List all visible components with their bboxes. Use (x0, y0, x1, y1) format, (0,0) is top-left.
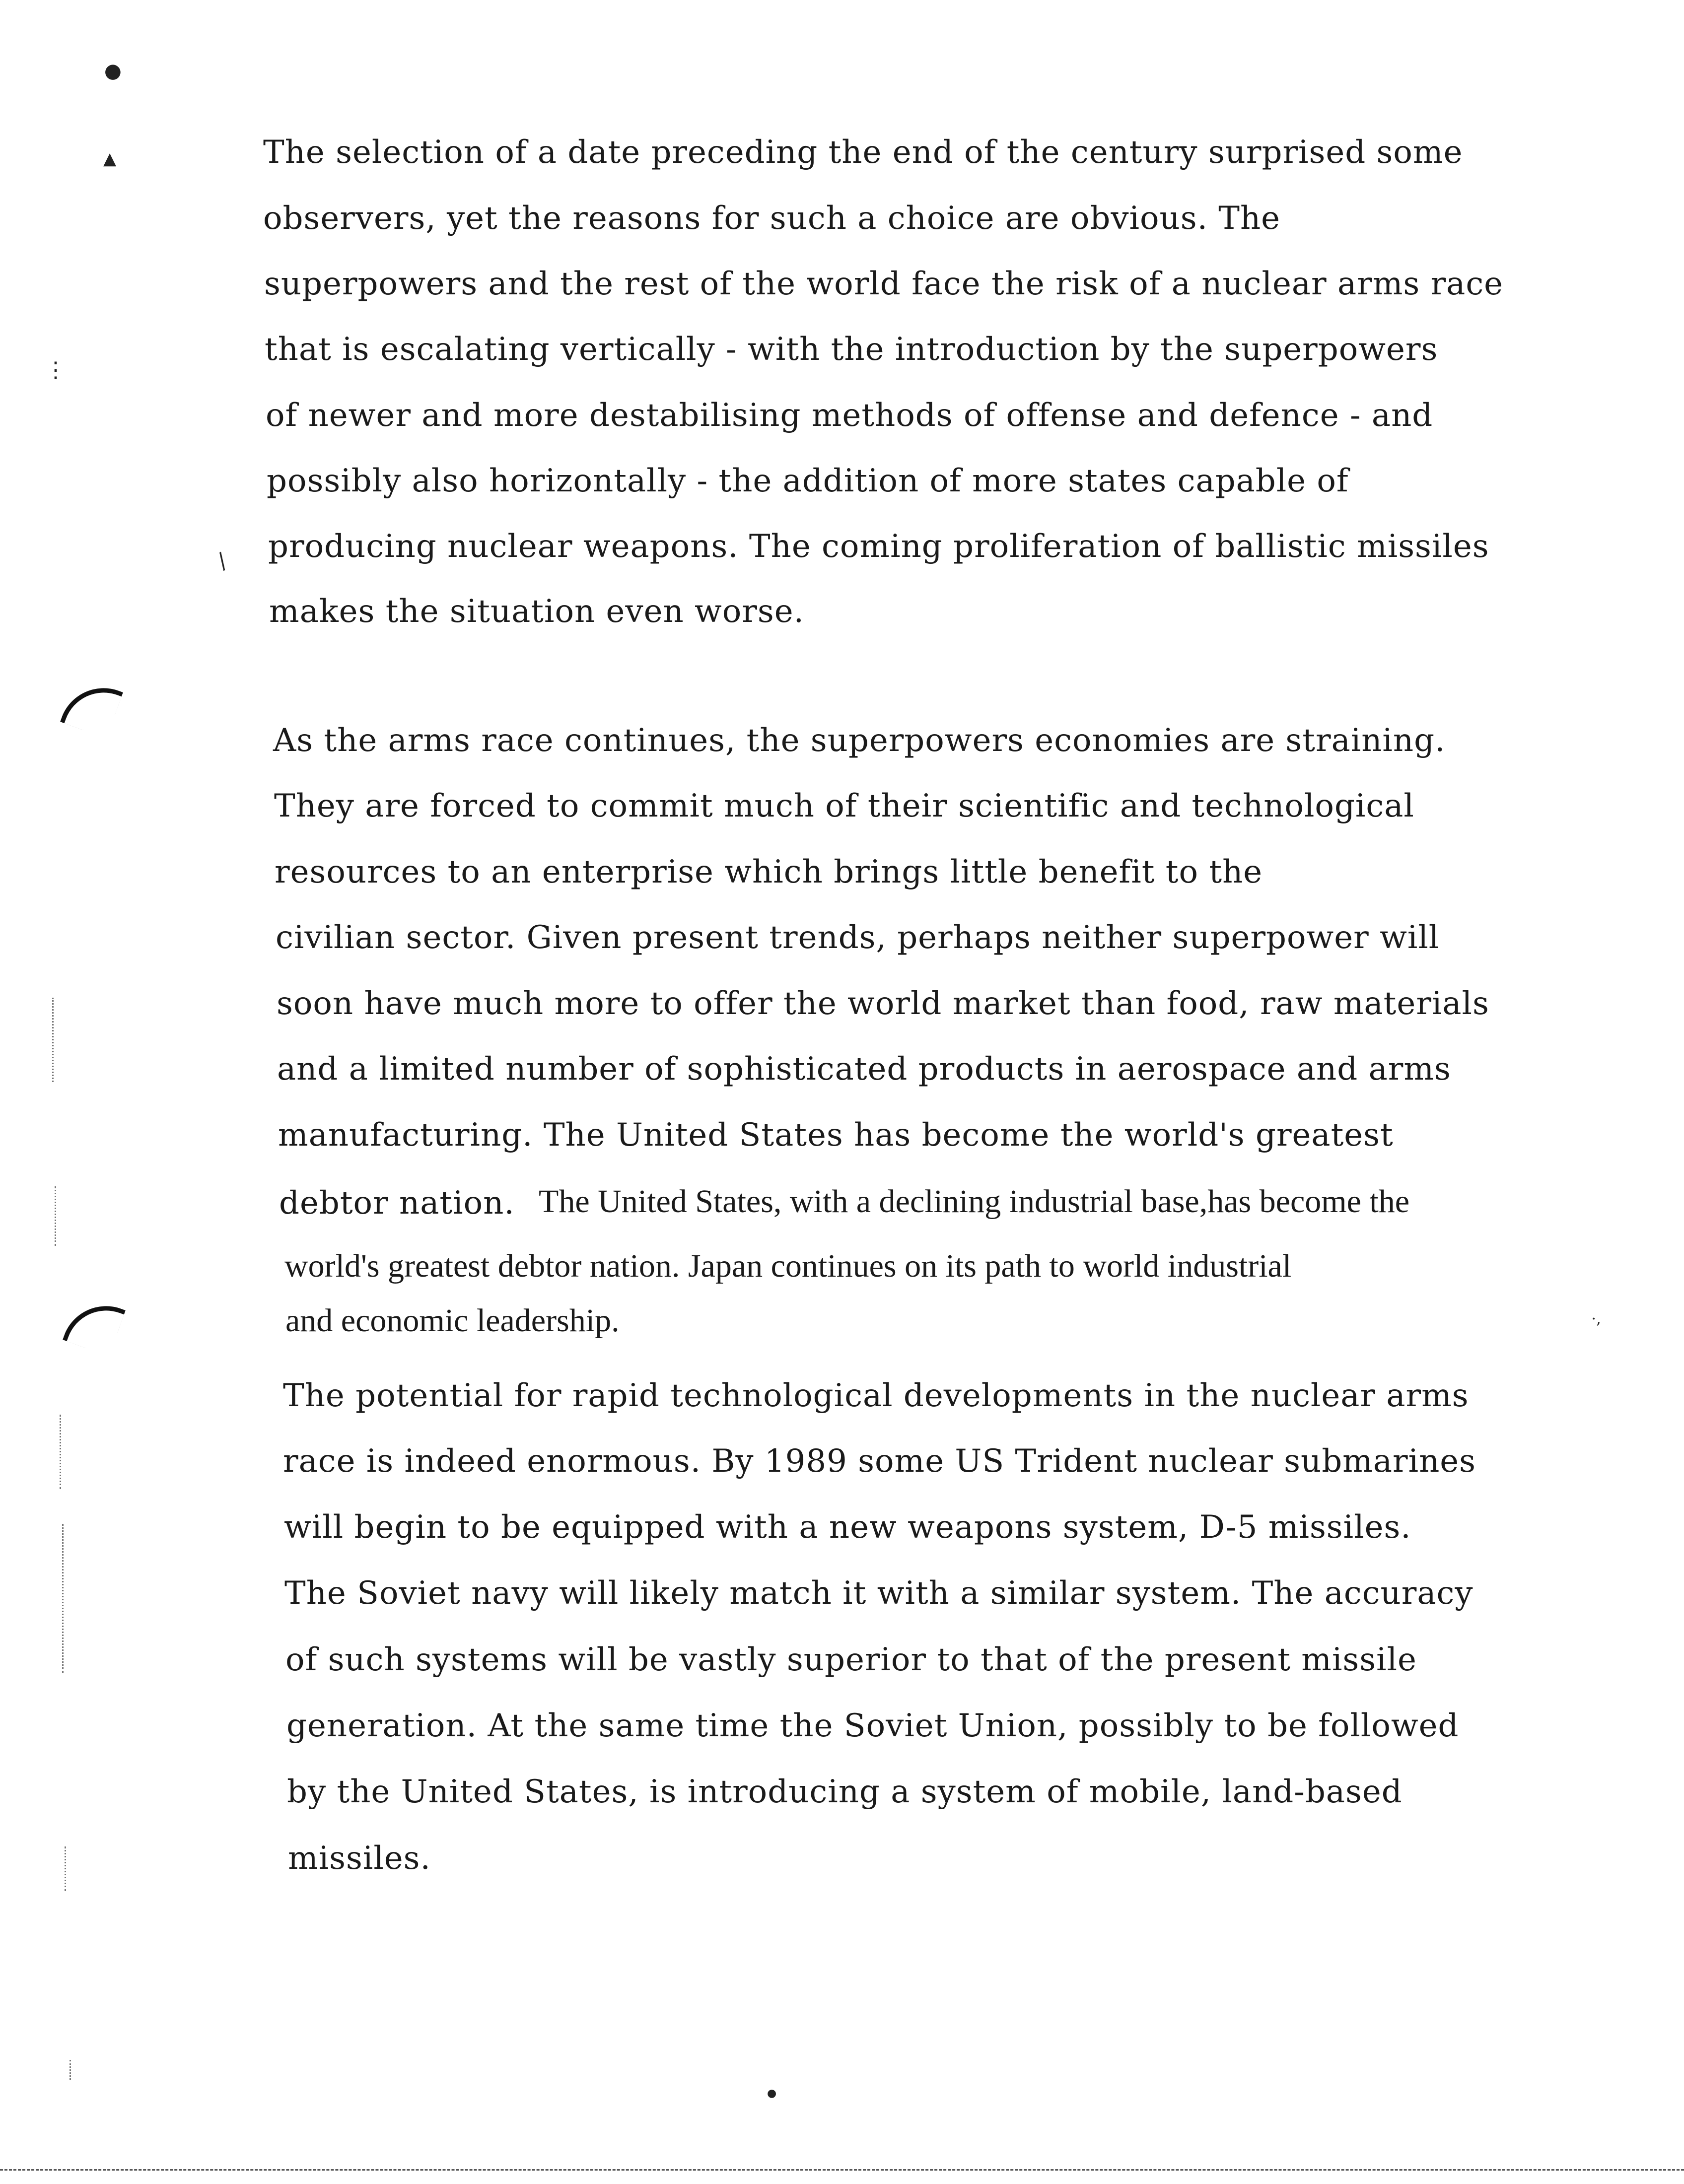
text-line: manufacturing. The United States has become the world's greatest (278, 1117, 1394, 1154)
text-line: resources to an enterprise which brings little benefit to the (275, 854, 1263, 890)
text-line: of such systems will be vastly superior to that of the present missile (285, 1641, 1417, 1678)
bottom-scan-edge (0, 2169, 1684, 2172)
text-line: The selection of a date preceding the end of the century surprised some (263, 134, 1463, 171)
punch-hole-arc (60, 676, 123, 739)
text-line: generation. At the same time the Soviet Union, possibly to be followed (286, 1707, 1459, 1744)
text-line: The Soviet navy will likely match it with a similar system. The accuracy (284, 1575, 1474, 1612)
scan-streak (60, 1415, 63, 1489)
typed-insert-line: and economic leadership. (285, 1302, 620, 1339)
text-line: will begin to be equipped with a new weapons system, D-5 missiles. (284, 1509, 1411, 1546)
typed-insert-line: world's greatest debtor nation. Japan continues on its path to world industrial (284, 1248, 1292, 1284)
scan-streak (55, 1186, 58, 1246)
text-line: They are forced to commit much of their scientific and technological (274, 788, 1414, 824)
text-line: race is indeed enormous. By 1989 some US Trident nuclear submarines (283, 1443, 1476, 1480)
text-line: debtor nation. (279, 1185, 515, 1222)
text-line: missiles. (288, 1840, 431, 1877)
scan-streak (65, 1846, 68, 1891)
punch-hole-arc (63, 1294, 126, 1357)
text-line: possibly also horizontally - the addition of more states capable of (267, 463, 1349, 499)
text-line: soon have much more to offer the world market than food, raw materials (277, 985, 1489, 1022)
scan-streak (62, 1524, 65, 1673)
scan-speck: ⋅, (1591, 1310, 1601, 1328)
pen-tick: / (212, 548, 232, 574)
text-line: that is escalating vertically - with the introduction by the superpowers (265, 331, 1438, 368)
scan-speck: ▲ (103, 149, 117, 169)
typed-insert-line: The United States, with a declining industrial base,has become the (539, 1183, 1410, 1220)
text-line: makes the situation even worse. (269, 593, 804, 630)
text-line: of newer and more destabilising methods of offense and defence - and (266, 397, 1433, 434)
scan-speck: ● (104, 60, 122, 82)
text-line: As the arms race continues, the superpowers economies are straining. (273, 722, 1446, 759)
scan-streak (52, 998, 55, 1082)
text-line: civilian sector. Given present trends, perhaps neither superpower will (276, 919, 1440, 956)
text-line: superpowers and the rest of the world face the risk of a nuclear arms race (264, 266, 1504, 302)
scan-speck: ● (767, 2087, 777, 2100)
text-line: producing nuclear weapons. The coming proliferation of ballistic missiles (268, 528, 1489, 565)
scan-speck: ⋮ (45, 357, 67, 383)
text-line: The potential for rapid technological developments in the nuclear arms (283, 1377, 1469, 1414)
text-line: observers, yet the reasons for such a choice are obvious. The (263, 200, 1281, 237)
scan-streak (70, 2060, 72, 2080)
text-line: by the United States, is introducing a system of mobile, land-based (287, 1774, 1403, 1810)
text-line: and a limited number of sophisticated products in aerospace and arms (277, 1051, 1451, 1088)
